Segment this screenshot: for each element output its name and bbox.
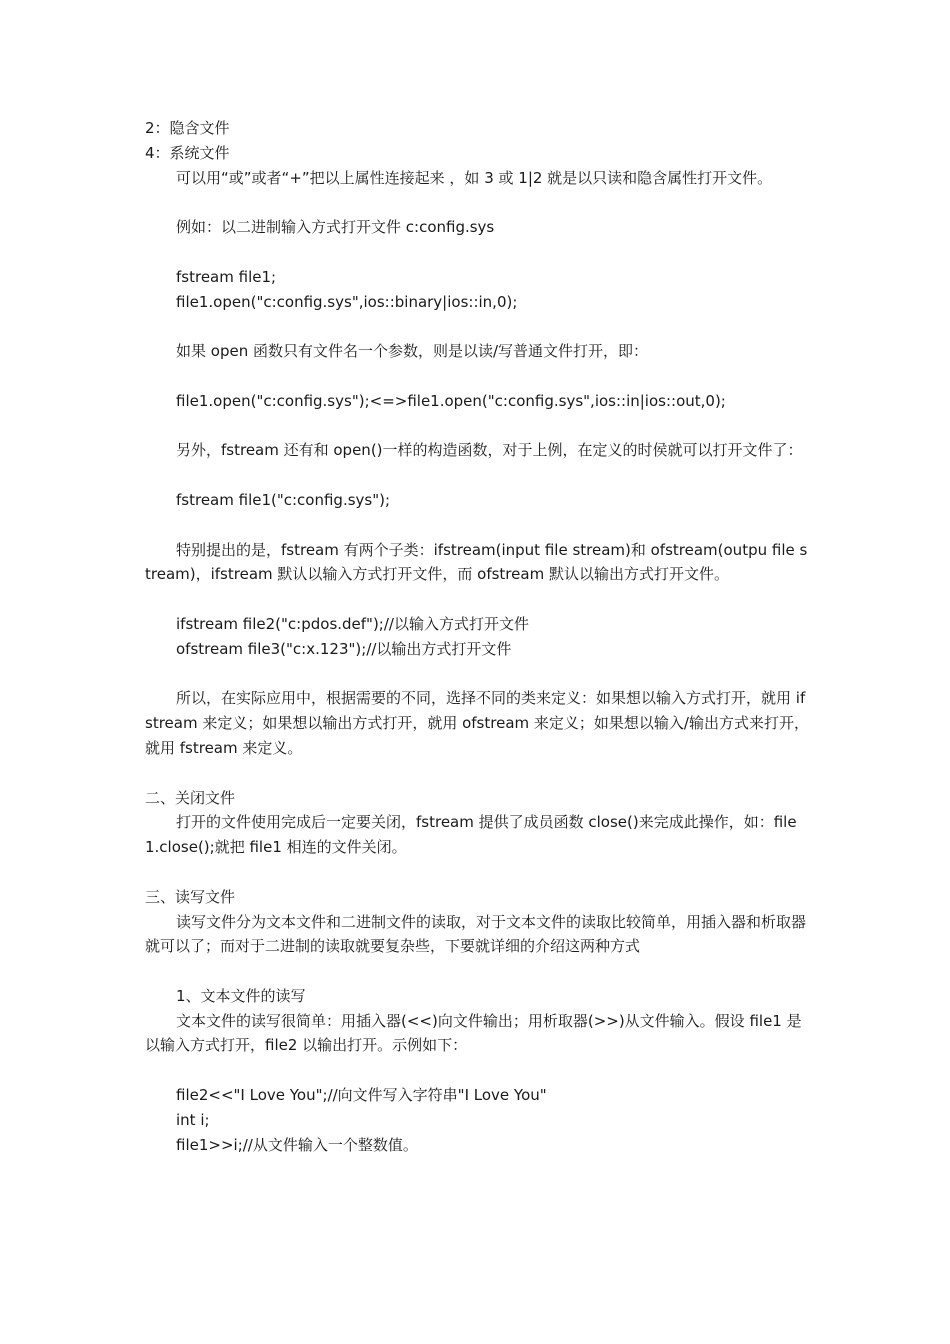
- text-line: 例如：以二进制输入方式打开文件 c:config.sys: [176, 218, 495, 237]
- paragraph: 读写文件分为文本文件和二进制文件的读取，对于文本文件的读取比较简单，用插入器和析取器就可以了；而对于二进制的读取就要复杂些，下要就详细的介绍这两种方式: [145, 912, 807, 956]
- text-line: file1.open("c:config.sys",ios::binary|ios::in,0);: [176, 292, 518, 311]
- paragraph: 另外，fstream 还有和 open()一样的构造函数，对于上例，在定义的时侯就可以打开文件了：: [176, 441, 803, 460]
- blank-line: [145, 513, 810, 538]
- blank-line: [145, 414, 810, 439]
- paragraph: 打开的文件使用完成后一定要关闭，fstream 提供了成员函数 close()来完成此操作，如：file1.close();就把 file1 相连的文件关闭。: [145, 813, 797, 857]
- text-line: 2：隐含文件: [145, 119, 230, 137]
- text-line: fstream file1;: [176, 267, 277, 286]
- text-line: 如果 open 函数只有文件名一个参数，则是以读/写普通文件打开，即：: [176, 342, 649, 361]
- paragraph: 特别提出的是，fstream 有两个子类：ifstream(input file stream)和 ofstream(outpu file stream)，ifstream 默认以输入方式打开文件，而 ofstream 默认以输出方式打开文件。: [145, 540, 808, 584]
- blank-line: [145, 314, 810, 339]
- text-line: ofstream file3("c:x.123");//以输出方式打开文件: [176, 639, 512, 658]
- document-body: [145, 116, 810, 1157]
- text-line: file2<<"I Love You";//向文件写入字符串"I Love You": [176, 1086, 547, 1105]
- text-line: 1、文本文件的读写: [176, 986, 306, 1005]
- text-line: 可以用“或”或者“+”把以上属性连接起来 ，如 3 或 1|2 就是以只读和隐含属性打开文件。: [176, 168, 773, 187]
- blank-line: [145, 190, 810, 215]
- text-line: file1>>i;//从文件输入一个整数值。: [176, 1135, 418, 1154]
- blank-line: [145, 761, 810, 786]
- blank-line: [145, 959, 810, 984]
- blank-line: [145, 662, 810, 687]
- blank-line: [145, 240, 810, 265]
- paragraph: 文本文件的读写很简单：用插入器(<<)向文件输出；用析取器(>>)从文件输入。假设 file1 是以输入方式打开，file2 以输出打开。示例如下：: [145, 1011, 802, 1055]
- text-line: file1.open("c:config.sys");<=>file1.open("c:config.sys",ios::in|ios::out,0);: [176, 391, 726, 410]
- text-line: 二、关闭文件: [145, 788, 236, 807]
- text-line: ifstream file2("c:pdos.def");//以输入方式打开文件: [176, 614, 529, 633]
- blank-line: [145, 587, 810, 612]
- text-line: 4：系统文件: [145, 143, 230, 162]
- text-line: fstream file1("c:config.sys");: [176, 490, 391, 509]
- text-line: int i;: [176, 1110, 210, 1129]
- blank-line: [145, 463, 810, 488]
- blank-line: [145, 860, 810, 885]
- text-line: 三、读写文件: [145, 887, 236, 906]
- paragraph: 所以，在实际应用中，根据需要的不同，选择不同的类来定义：如果想以输入方式打开，就用 ifstream 来定义；如果想以输出方式打开，就用 ofstream 来定义；如果想以输入/输出方式来打开，就用 fstream 来定义。: [145, 689, 809, 757]
- blank-line: [145, 364, 810, 389]
- blank-line: [145, 1058, 810, 1083]
